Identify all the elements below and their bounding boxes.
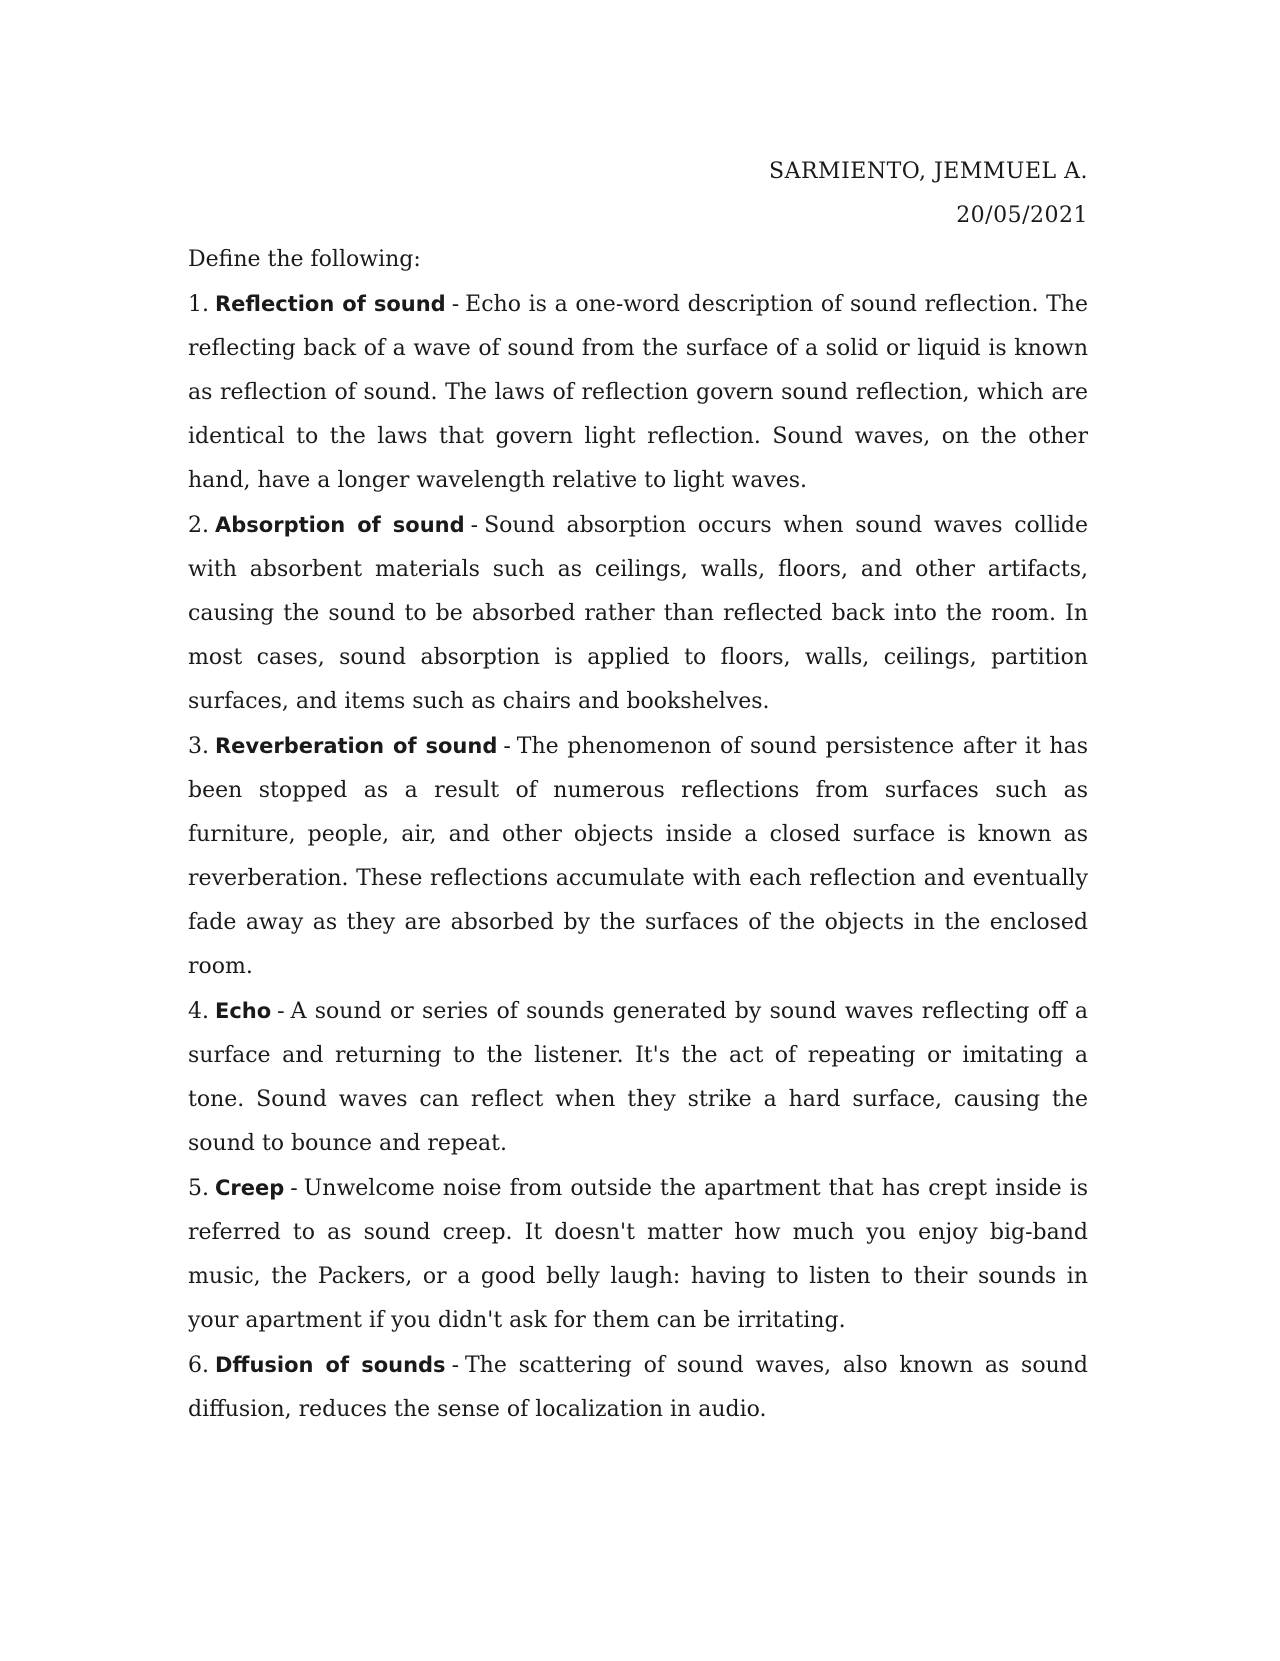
document-page (188, 150, 1088, 1432)
item-number: 6. (188, 1353, 209, 1378)
item-definition: Unwelcome noise from outside the apartment that has crept inside is referred to as sound creep. It doesn't matter how much you enjoy big-band music, the Packers, or a good belly laugh: having to listen to their sounds in your apartment if you didn't ask for them can be irritating. (188, 1176, 1088, 1333)
item-definition: The scattering of sound waves, also known as sound diffusion, reduces the sense of localization in audio. (188, 1353, 1089, 1422)
item-term: Reflection of sound (215, 292, 446, 316)
item-definition: The phenomenon of sound persistence after it has been stopped as a result of numerous reflections from surfaces such as furniture, people, air, and other objects inside a closed surface is known as reverberation. These reflections accumulate with each reflection and eventually fade away as they are absorbed by the surfaces of the objects in the enclosed room. (188, 734, 1088, 979)
item-separator: - (503, 734, 511, 759)
definition-item (188, 1343, 1088, 1432)
item-definition: A sound or series of sounds generated by sound waves reflecting off a surface and returning to the listener. It's the act of repeating or imitating a tone. Sound waves can reflect when they strike a hard surface, causing the sound to bounce and repeat. (188, 999, 1088, 1156)
item-separator: - (290, 1176, 298, 1201)
item-definition: Echo is a one-word description of sound reflection. The reflecting back of a wave of sound from the surface of a solid or liquid is known as reflection of sound. The laws of reflection govern sound reflection, which are identical to the laws that govern light reflection. Sound waves, on the other hand, have a longer wavelength relative to light waves. (188, 292, 1088, 493)
item-separator: - (451, 292, 460, 317)
definition-item (188, 989, 1088, 1166)
item-term: Absorption of sound (215, 513, 465, 537)
item-term: Reverberation of sound (215, 734, 498, 758)
item-separator: - (277, 999, 285, 1024)
instructions: Define the following: (188, 247, 421, 272)
item-number: 1. (188, 292, 209, 317)
author-name: SARMIENTO, JEMMUEL A. (769, 159, 1088, 184)
item-term: Creep (215, 1176, 285, 1200)
definition-item (188, 1166, 1088, 1343)
item-number: 2. (188, 513, 209, 538)
document-date: 20/05/2021 (956, 203, 1088, 228)
item-number: 5. (188, 1176, 209, 1201)
item-number: 3. (188, 734, 209, 759)
item-number: 4. (188, 999, 209, 1024)
item-term: Dffusion of sounds (215, 1353, 446, 1377)
definition-item (188, 503, 1088, 724)
item-definition: Sound absorption occurs when sound waves collide with absorbent materials such as ceilings, walls, floors, and other artifacts, causing the sound to be absorbed rather than reflected back into the room. In most cases, sound absorption is applied to floors, walls, ceilings, partition surfaces, and items such as chairs and bookshelves. (188, 513, 1088, 714)
definition-item (188, 282, 1088, 503)
item-term: Echo (215, 999, 272, 1023)
item-separator: - (470, 513, 479, 538)
definition-item (188, 724, 1088, 989)
item-separator: - (451, 1353, 459, 1378)
